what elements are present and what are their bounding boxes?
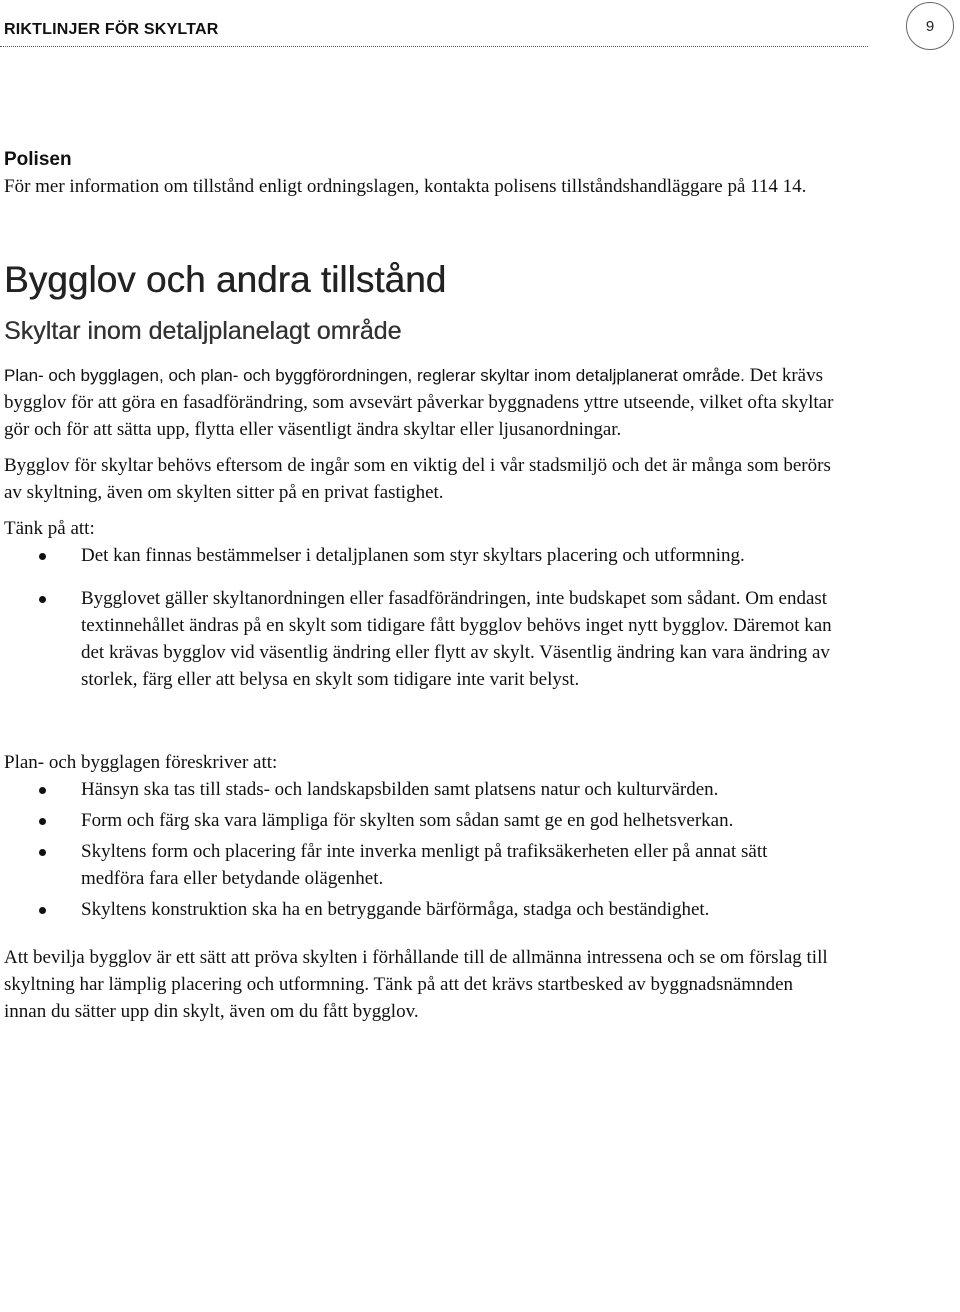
intro-sans-text: Plan- och bygglagen, och plan- och byggförordningen, reglerar skyltar inom detaljplanerat område. — [4, 366, 745, 385]
list-item: Skyltens konstruktion ska ha en betryggande bärförmåga, stadga och beständighet. — [4, 896, 834, 923]
header-divider — [0, 46, 868, 47]
police-heading: Polisen — [4, 149, 72, 170]
section-subtitle: Skyltar inom detaljplanelagt område — [4, 317, 402, 345]
think-lead: Tänk på att: — [4, 518, 95, 539]
closing-paragraph: Att bevilja bygglov är ett sätt att pröva skylten i förhållande till de allmänna intressena och se om förslag till skyltning har lämplig placering och utformning. Tänk på att det krävs startbesked av byggnadsnämnden innan du sätter upp din skylt, även om du fått bygglov. — [4, 947, 828, 1022]
document-title: RIKTLINJER FÖR SKYLTAR — [4, 21, 219, 38]
section-title: Bygglov och andra tillstånd — [4, 259, 447, 300]
page-number-badge — [906, 2, 954, 50]
list-item: Hänsyn ska tas till stads- och landskapsbilden samt platsens natur och kulturvärden. — [4, 776, 834, 803]
police-text: För mer information om tillstånd enligt ordningslagen, kontakta polisens tillståndshandläggare på 114 14. — [4, 176, 807, 197]
permit-paragraph: Bygglov för skyltar behövs eftersom de ingår som en viktig del i vår stadsmiljö och det är många som berörs av skyltning, även om skylten sitter på en privat fastighet. — [4, 455, 831, 503]
list-item: Skyltens form och placering får inte inverka menligt på trafiksäkerheten eller på annat sätt medföra fara eller betydande olägenhet. — [4, 838, 834, 892]
page-header — [0, 0, 960, 60]
page-content — [4, 142, 834, 1025]
pbl-list — [4, 776, 834, 923]
page-number: 9 — [925, 17, 935, 35]
think-list — [4, 542, 834, 693]
intro-serif-text: Det krävs bygglov för att göra en fasadförändring, som avsevärt påverkar byggnadens yttre utseende, vilket ofta skyltar gör och för att sätta upp, flytta eller väsentligt ändra skyltar eller ljusanordningar. — [4, 365, 834, 440]
list-item: Bygglovet gäller skyltanordningen eller fasadförändringen, inte budskapet som sådant. Om endast textinnehållet ändras på en skylt som tidigare fått bygglov behövs inget nytt bygglov. Däremot kan det krävas bygglov vid väsentlig ändring eller flytt av skylt. Väsentlig ändring kan vara ändring av storlek, färg eller att belysa en skylt som tidigare inte varit belyst. — [4, 585, 834, 693]
list-item: Form och färg ska vara lämpliga för skylten som sådan samt ge en god helhetsverkan. — [4, 807, 834, 834]
list-item: Det kan finnas bestämmelser i detaljplanen som styr skyltars placering och utformning. — [4, 542, 834, 569]
intro-paragraph — [4, 362, 834, 443]
pbl-lead: Plan- och bygglagen föreskriver att: — [4, 752, 278, 773]
